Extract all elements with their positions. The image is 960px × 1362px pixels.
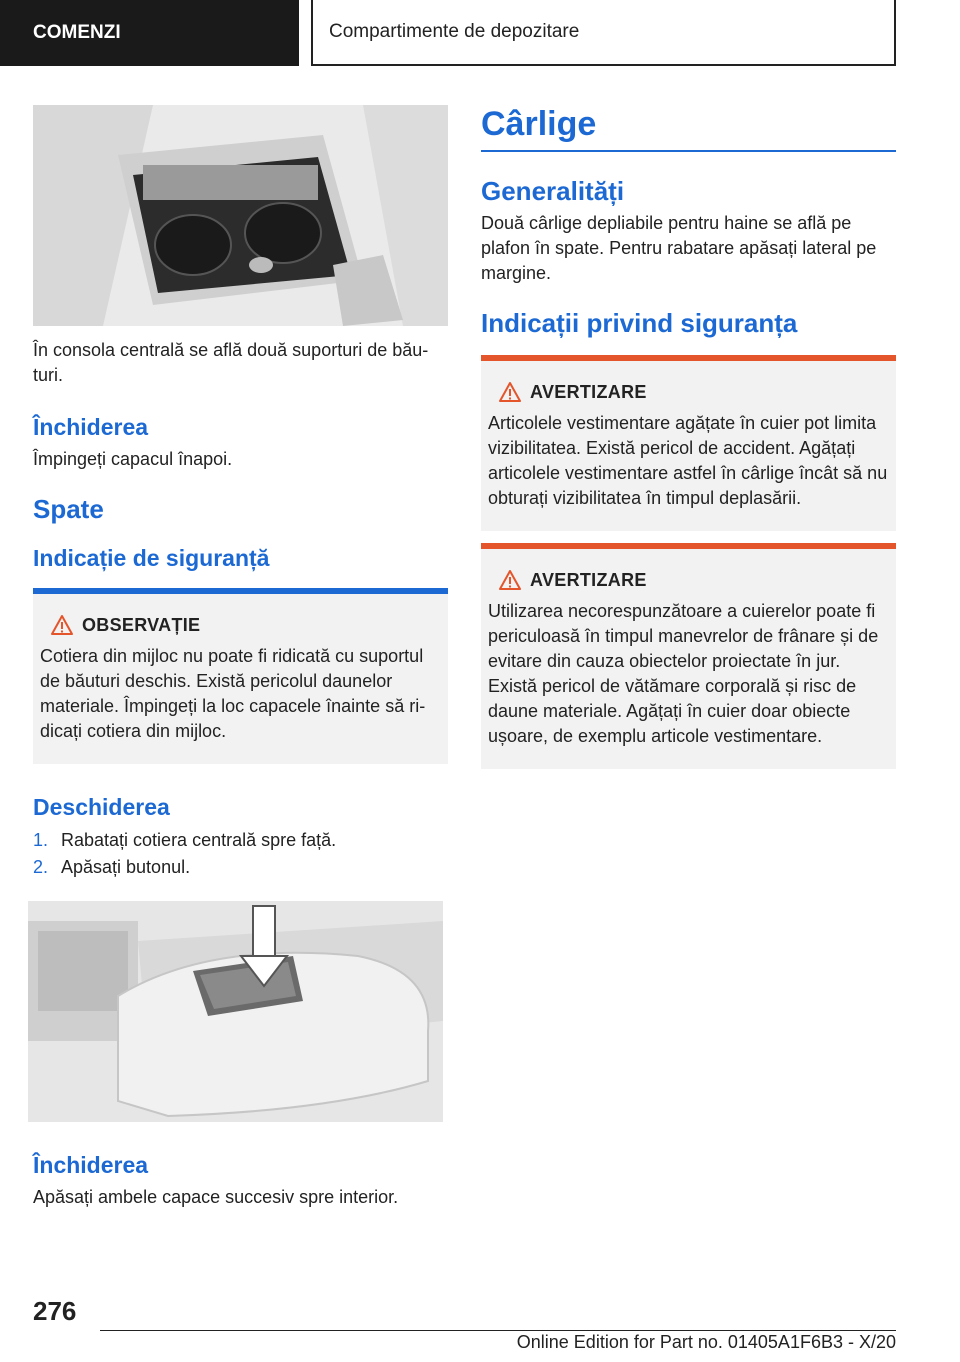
step-text: Rabatați cotiera centrală spre față. [61,830,337,850]
step-item [33,854,448,881]
warning-triangle-icon [498,569,522,591]
step-text: Apăsați butonul. [61,857,191,877]
cupholder-figure [33,105,448,326]
chapter-tab[interactable] [311,0,896,66]
closing2-text: Apăsați ambele capace succesiv spre interior. [33,1187,399,1207]
notice-box [33,588,448,764]
cupholder-caption: În consola centrală se află două suporturi de băuturi. [33,340,429,385]
general-heading: Generalități [481,176,625,206]
notice-label: OBSERVAȚIE [82,614,201,635]
warning-header [498,381,889,403]
left-safety-heading: Indicație de siguranță [33,545,270,571]
closing-text: Împingeți capacul înapoi. [33,449,233,469]
chapter-label: Compartimente de depozitare [329,21,580,42]
hooks-heading: Cârlige [481,105,896,152]
warning-box-2 [481,543,896,769]
warning-text: Utilizarea necorespunzătoare a cuierelor poate fi periculoasă în timpul manevrelor de frânare și de evitare din cauza obiectelor proiectate în jur. Există pericol de vătămare corporală și risc de daune materiale. Agățați în cuier doar obiecte ușoare, de exemplu articole vestimentare. [488,601,879,746]
step-item [33,827,448,854]
header-bar [0,0,960,66]
edition-text: Online Edition for Part no. 01405A1F6B3 - X/20 [516,1332,896,1352]
section-label: COMENZI [33,22,121,43]
armrest-illustration [28,901,443,1122]
warning-label: AVERTIZARE [530,381,647,402]
cupholder-illustration [33,105,448,326]
warning-box-1 [481,355,896,531]
warning-text: Articolele vestimentare agățate în cuier pot limita vizibilitatea. Există pericol de accident. Agățați articolele vestimentare astfel în cârlige încât să nu obturați vizibilitatea în timpul deplasării. [488,413,888,508]
warning-triangle-icon [498,381,522,403]
armrest-figure [28,901,443,1122]
closing-heading: Închiderea [33,414,149,440]
right-column [481,105,896,769]
step-number: 2. [33,857,49,877]
opening-heading: Deschiderea [33,794,170,820]
rear-heading: Spate [33,494,104,524]
section-tab[interactable] [0,0,299,66]
page-number: 276 [33,1296,77,1326]
closing2-heading: Închiderea [33,1152,149,1178]
general-text: Două cârlige depliabile pentru haine se află pe plafon în spate. Pentru rabatare apăsați lateral pe margine. [481,213,877,283]
right-safety-heading: Indicații privind siguranța [481,308,798,338]
footer [0,1296,960,1362]
notice-header [50,614,441,636]
step-number: 1. [33,830,49,850]
warning-triangle-icon [50,614,74,636]
warning-header [498,569,889,591]
warning-label: AVERTIZARE [530,569,647,590]
opening-steps [33,827,448,881]
left-column [33,105,448,1210]
notice-text: Cotiera din mijloc nu poate fi ridicată cu suportul de băuturi deschis. Există pericolul daunelor materiale. Împingeți la loc capacele înainte să ridicați cotiera din mijloc. [40,646,426,741]
footer-divider [100,1330,896,1331]
